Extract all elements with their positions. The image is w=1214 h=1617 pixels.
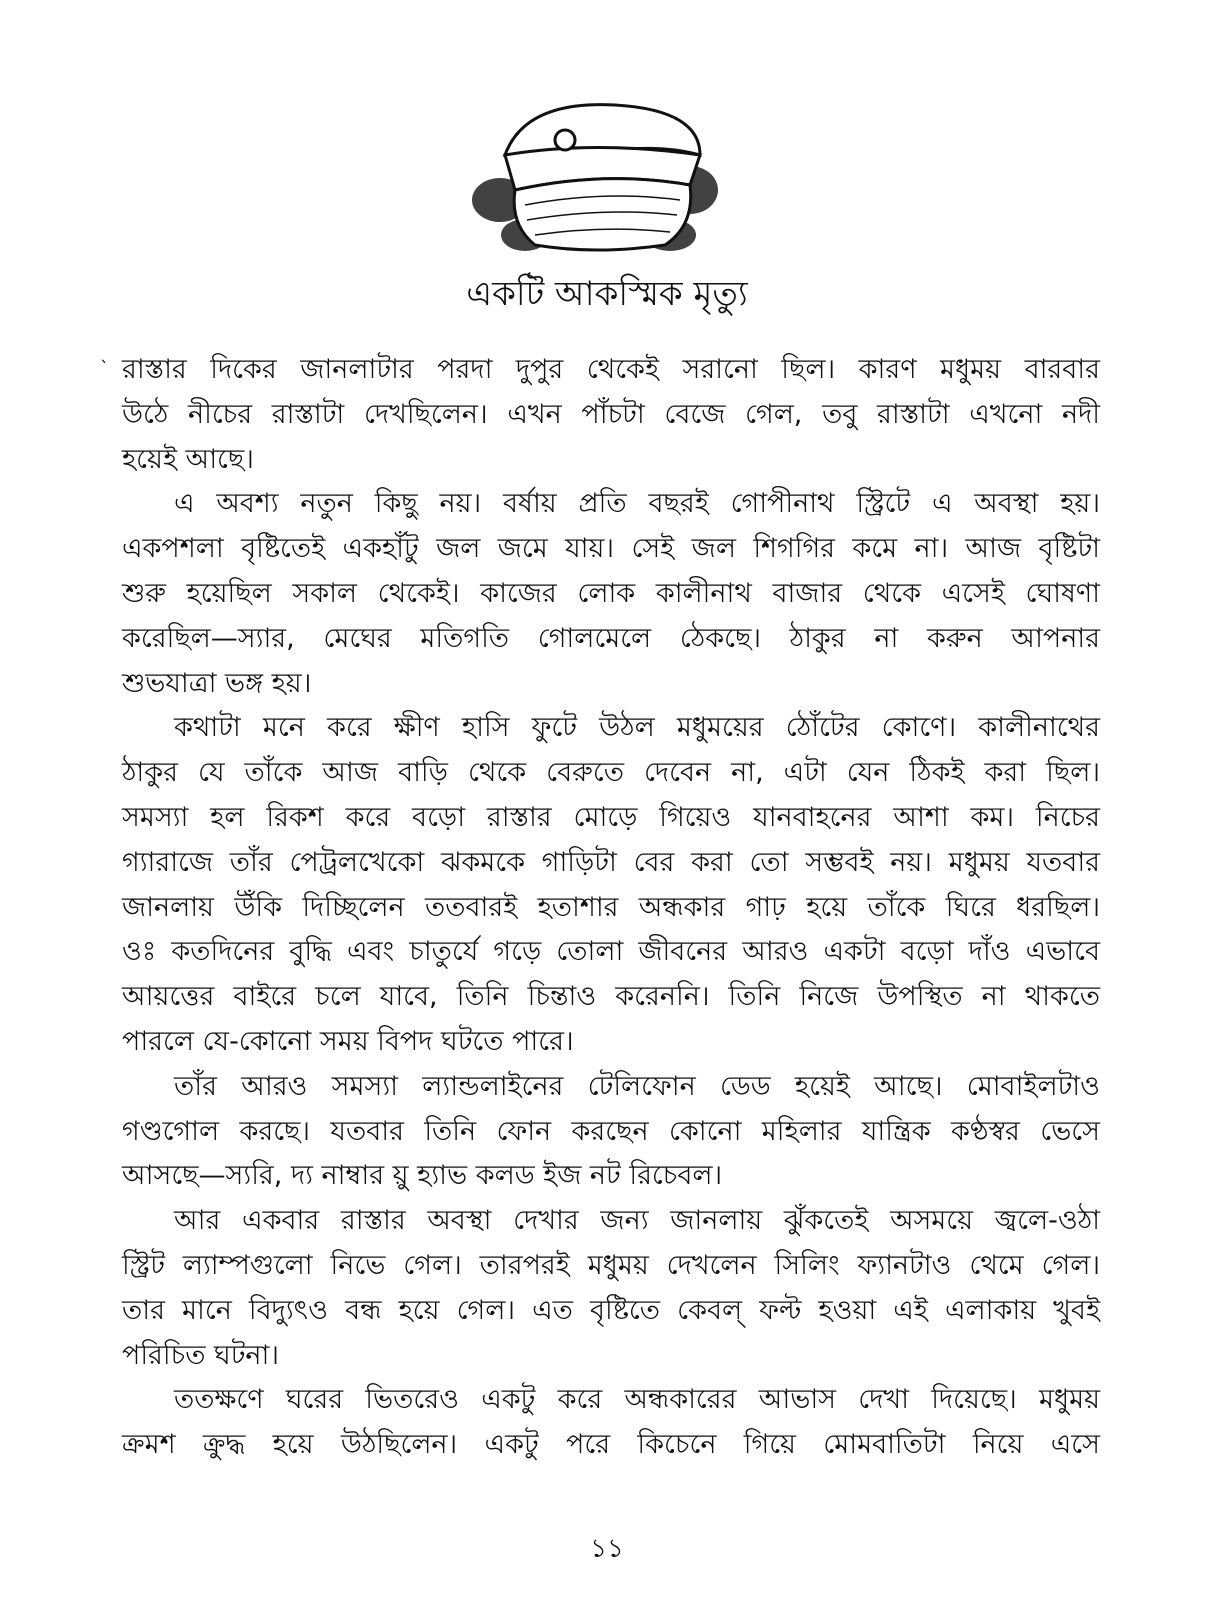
paragraph-line: শুভযাত্রা ভঙ্গ হয়। [122,667,312,699]
paragraph-line: স্ট্রিট ল্যাম্পগুলো নিভে গেল। তারপরই মধুময় দেখলেন সিলিং ফ্যানটাও থেমে গেল। [122,1249,1100,1281]
paragraph-line: কথাটা মনে করে ক্ষীণ হাসি ফুটে উঠল মধুময়ের ঠোঁটের কোণে। কালীনাথের [174,712,1100,744]
scan-mark: ˋ [100,358,109,379]
page-number: ১১ [590,1534,624,1564]
paragraph-line: জানলায় উঁকি দিচ্ছিলেন ততবারই হতাশার অন্ধকার গাঢ় হয়ে তাঁকে ঘিরে ধরছিল। [122,891,1100,923]
peaked-cap-illustration [465,95,725,260]
paragraph-line: ততক্ষণে ঘরের ভিতরেও একটু করে অন্ধকারের আভাস দেখা দিয়েছে। মধুময় [174,1384,1100,1416]
paragraph-line: গ্যারাজে তাঁর পেট্রলখেকো ঝকমকে গাড়িটা বের করা তো সম্ভবই নয়। মধুময় যতবার [122,846,1100,878]
paragraph-line: আয়ত্তের বাইরে চলে যাবে, তিনি চিন্তাও করেননি। তিনি নিজে উপস্থিত না থাকতে [122,981,1100,1013]
paragraph-line: উঠে নীচের রাস্তাটা দেখছিলেন। এখন পাঁচটা বেজে গেল, তবু রাস্তাটা এখনো নদী [122,398,1100,430]
paragraph-line: একপশলা বৃষ্টিতেই একহাঁটু জল জমে যায়। সেই জল শিগগির কমে না। আজ বৃষ্টিটা [122,533,1100,565]
paragraph-line: আর একবার রাস্তার অবস্থা দেখার জন্য জানলায় ঝুঁকতেই অসময়ে জ্বলে-ওঠা [174,1205,1100,1237]
story-title: একটি আকস্মিক মৃত্যু [466,274,748,314]
paragraph-line: শুরু হয়েছিল সকাল থেকেই। কাজের লোক কালীনাথ বাজার থেকে এসেই ঘোষণা [122,577,1100,609]
paragraph-line: ক্রমশ ক্রুদ্ধ হয়ে উঠছিলেন। একটু পরে কিচেনে গিয়ে মোমবাতিটা নিয়ে এসে [122,1429,1100,1461]
paragraph-line: তাঁর আরও সমস্যা ল্যান্ডলাইনের টেলিফোন ডেড হয়েই আছে। মোবাইলটাও [174,1070,1100,1102]
paragraph-line: আসছে—স্যরি, দ্য নাম্বার য়ু হ্যাভ কলড ইজ নট রিচেবল। [122,1160,723,1192]
paragraph-line: পরিচিত ঘটনা। [122,1339,280,1371]
paragraph-line: সমস্যা হল রিকশ করে বড়ো রাস্তার মোড়ে গিয়েও যানবাহনের আশা কম। নিচের [122,801,1100,833]
paragraph-line: ওঃ কতদিনের বুদ্ধি এবং চাতুর্যে গড়ে তোলা জীবনের আরও একটা বড়ো দাঁও এভাবে [122,936,1100,968]
paragraph-line: হয়েই আছে। [122,443,254,475]
paragraph-line: করেছিল—স্যার, মেঘের মতিগতি গোলমেলে ঠেকছে। ঠাকুর না করুন আপনার [122,622,1100,654]
paragraph-line: গণ্ডগোল করছে। যতবার তিনি ফোন করছেন কোনো মহিলার যান্ত্রিক কণ্ঠস্বর ভেসে [122,1115,1100,1147]
story-body [122,348,1100,1468]
paragraph-line: এ অবশ্য নতুন কিছু নয়। বর্ষায় প্রতি বছরই গোপীনাথ স্ট্রিটে এ অবস্থা হয়। [174,488,1100,520]
paragraph-line: তার মানে বিদ্যুৎও বন্ধ হয়ে গেল। এত বৃষ্টিতে কেবল্ ফল্ট হওয়া এই এলাকায় খুবই [122,1294,1100,1326]
paragraph-line: পারলে যে-কোনো সময় বিপদ ঘটতে পারে। [122,1025,574,1057]
paragraph-line: ঠাকুর যে তাঁকে আজ বাড়ি থেকে বেরুতে দেবেন না, এটা যেন ঠিকই করা ছিল। [122,757,1100,789]
paragraph-line: রাস্তার দিকের জানলাটার পরদা দুপুর থেকেই সরানো ছিল। কারণ মধুময় বারবার [122,354,1100,385]
